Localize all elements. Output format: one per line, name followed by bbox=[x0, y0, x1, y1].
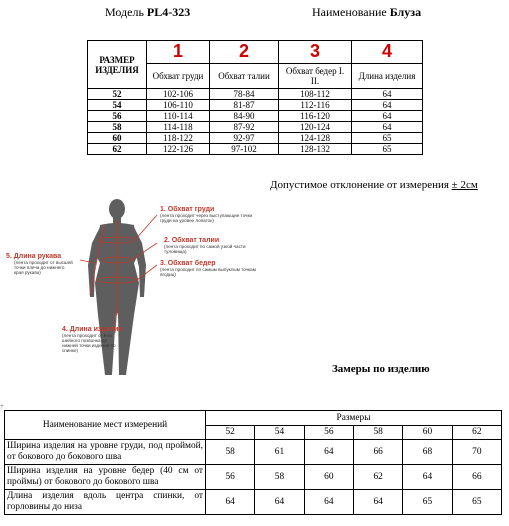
measurement-name-header: Наименование мест измерений bbox=[5, 411, 206, 440]
table-cell: 116-120 bbox=[279, 111, 352, 122]
size-cell: 60 bbox=[88, 133, 147, 144]
table-row bbox=[88, 89, 423, 100]
item-name-value: Блуза bbox=[389, 5, 422, 19]
column-header: Обхват бедер I. II. bbox=[279, 64, 352, 89]
model-value: PL4-323 bbox=[146, 5, 191, 19]
size-chart-table bbox=[87, 40, 423, 155]
model-line bbox=[105, 5, 190, 20]
tolerance-value: ± 2см bbox=[451, 179, 478, 191]
column-number-1: 1 bbox=[147, 41, 210, 64]
size-header: РАЗМЕР ИЗДЕЛИЯ bbox=[88, 41, 147, 89]
figure-label-waist: 2. Обхват талии bbox=[164, 237, 220, 244]
table-row bbox=[88, 100, 423, 111]
table-cell: 64 bbox=[353, 490, 402, 515]
table-row bbox=[88, 133, 423, 144]
table-cell: 64 bbox=[352, 89, 423, 100]
table-cell: 64 bbox=[352, 100, 423, 111]
figure-label-hips-sub: (лента проходит по самым выпуклым точкам ягодиц) bbox=[160, 267, 256, 277]
size-cell: 54 bbox=[88, 100, 147, 111]
item-name-label: Наименование bbox=[312, 5, 387, 19]
table-cell: 84-90 bbox=[210, 111, 279, 122]
table-cell: 65 bbox=[403, 490, 452, 515]
figure-label-chest-sub: (лента проходит через выступающие точки груди на уровне лопаток) bbox=[160, 213, 253, 223]
table-cell: 65 bbox=[352, 133, 423, 144]
table-cell: 58 bbox=[206, 440, 255, 465]
measurement-figure bbox=[0, 185, 330, 385]
size-header-cell: 54 bbox=[255, 426, 304, 440]
figure-label-sleeve: 5. Длина рукава bbox=[6, 253, 62, 260]
column-header: Обхват груди bbox=[147, 64, 210, 89]
figure-label-waist-sub: (лента проходит по самой узкой части туловища) bbox=[164, 244, 246, 254]
table-anchor-icon: + bbox=[0, 402, 4, 410]
table-cell: 112-116 bbox=[279, 100, 352, 111]
table-cell: 66 bbox=[452, 465, 501, 490]
size-header-cell: 60 bbox=[403, 426, 452, 440]
table-row bbox=[88, 144, 423, 155]
size-header-cell: 52 bbox=[206, 426, 255, 440]
table-cell: 114-118 bbox=[147, 122, 210, 133]
table-cell: 106-110 bbox=[147, 100, 210, 111]
column-number-4: 4 bbox=[352, 41, 423, 64]
table-cell: 64 bbox=[304, 490, 353, 515]
table-cell: 64 bbox=[304, 440, 353, 465]
table-cell: 102-106 bbox=[147, 89, 210, 100]
table-cell: 64 bbox=[403, 465, 452, 490]
measurements-title: Замеры по изделию bbox=[332, 363, 430, 375]
table-cell: 61 bbox=[255, 440, 304, 465]
table-cell: 65 bbox=[352, 144, 423, 155]
table-cell: 66 bbox=[353, 440, 402, 465]
table-cell: 92-97 bbox=[210, 133, 279, 144]
table-cell: 81-87 bbox=[210, 100, 279, 111]
column-header: Длина изделия bbox=[352, 64, 423, 89]
table-cell: 62 bbox=[353, 465, 402, 490]
table-cell: 87-92 bbox=[210, 122, 279, 133]
table-cell: 108-112 bbox=[279, 89, 352, 100]
table-cell: 122-126 bbox=[147, 144, 210, 155]
table-row bbox=[5, 440, 502, 465]
measurement-name: Ширина изделия на уровне бедер (40 см от проймы) от бокового до бокового шва bbox=[5, 465, 206, 490]
measurement-name: Ширина изделия на уровне груди, под проймой, от бокового до бокового шва bbox=[5, 440, 206, 465]
table-cell: 60 bbox=[304, 465, 353, 490]
table-cell: 56 bbox=[206, 465, 255, 490]
figure-label-sleeve-sub: (лента проходит от высшей точки плеча до нижнего края рукава) bbox=[14, 260, 73, 275]
table-cell: 118-122 bbox=[147, 133, 210, 144]
model-label: Модель bbox=[105, 5, 144, 19]
column-header: Обхват талии bbox=[210, 64, 279, 89]
table-row bbox=[5, 465, 502, 490]
size-cell: 56 bbox=[88, 111, 147, 122]
table-cell: 70 bbox=[452, 440, 501, 465]
figure-label-chest: 1. Обхват груди bbox=[160, 206, 215, 213]
column-number-3: 3 bbox=[279, 41, 352, 64]
table-row bbox=[88, 122, 423, 133]
measurements-table bbox=[4, 410, 502, 515]
size-cell: 62 bbox=[88, 144, 147, 155]
size-header-cell: 62 bbox=[452, 426, 501, 440]
table-cell: 128-132 bbox=[279, 144, 352, 155]
table-cell: 110-114 bbox=[147, 111, 210, 122]
table-cell: 120-124 bbox=[279, 122, 352, 133]
table-cell: 97-102 bbox=[210, 144, 279, 155]
table-row bbox=[5, 490, 502, 515]
size-cell: 52 bbox=[88, 89, 147, 100]
item-name-line bbox=[312, 5, 421, 20]
size-header-cell: 56 bbox=[304, 426, 353, 440]
size-cell: 58 bbox=[88, 122, 147, 133]
table-cell: 64 bbox=[352, 111, 423, 122]
column-number-2: 2 bbox=[210, 41, 279, 64]
table-cell: 68 bbox=[403, 440, 452, 465]
table-cell: 65 bbox=[452, 490, 501, 515]
table-cell: 78-84 bbox=[210, 89, 279, 100]
sizes-header: Размеры bbox=[206, 411, 502, 426]
figure-label-length: 4. Длина изделия bbox=[62, 326, 123, 333]
table-cell: 64 bbox=[206, 490, 255, 515]
tolerance-text: Допустимое отклонение от измерения bbox=[270, 179, 449, 191]
table-cell: 124-128 bbox=[279, 133, 352, 144]
size-header-cell: 58 bbox=[353, 426, 402, 440]
table-cell: 64 bbox=[352, 122, 423, 133]
figure-label-length-sub: (лента проходит от 6-го шейного позвонка до нижней точки изделия по спинке) bbox=[62, 333, 116, 353]
measurement-name: Длина изделия вдоль центра спинки, от горловины до низа bbox=[5, 490, 206, 515]
table-row bbox=[88, 111, 423, 122]
table-cell: 58 bbox=[255, 465, 304, 490]
table-cell: 64 bbox=[255, 490, 304, 515]
figure-label-hips: 3. Обхват бедер bbox=[160, 260, 216, 267]
